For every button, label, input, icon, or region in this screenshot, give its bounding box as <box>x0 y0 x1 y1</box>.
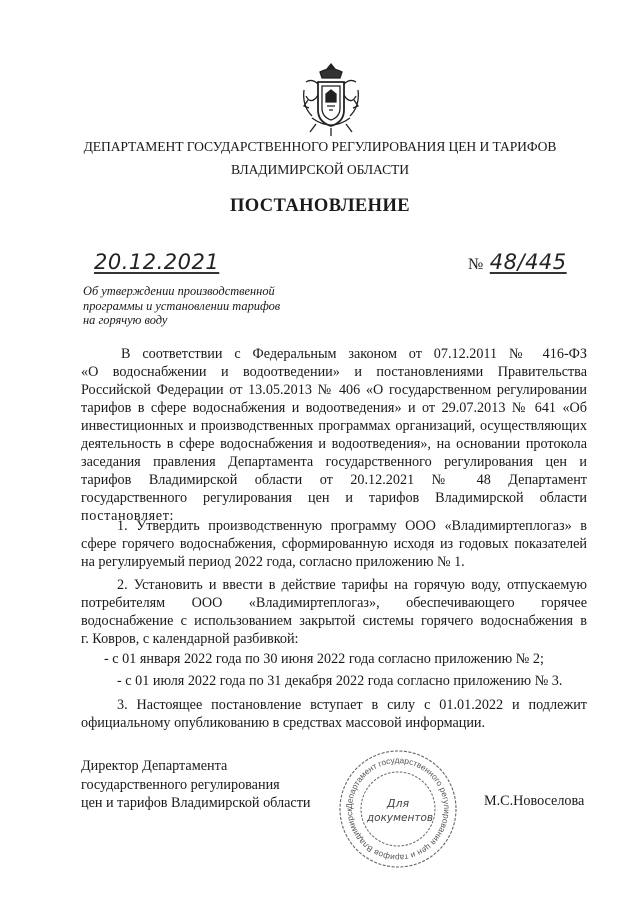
stamp-ring-text: Департамент государственного регулирования цен и тарифов Владимирск <box>343 754 453 864</box>
item1-line: 1. Утвердить производственную программу ООО «Владимиртеплогаз» в <box>117 518 587 534</box>
item2-line: потребителям ООО «Владимиртеплогаз», обеспечивающего горячее <box>81 595 587 611</box>
official-stamp <box>336 747 460 871</box>
preamble-line: государственного регулирования цен и тарифов Владимирской области <box>81 490 587 506</box>
number-value: 48/445 <box>489 250 567 274</box>
signatory-title-line: цен и тарифов Владимирской области <box>81 795 311 811</box>
department-name-line2: ВЛАДИМИРСКОЙ ОБЛАСТИ <box>231 162 409 177</box>
item2-line: 2. Установить и ввести в действие тарифы на горячую воду, отпускаемую <box>117 577 587 593</box>
subject-line: Об утверждении производственной <box>83 284 275 298</box>
item3-line: официальному опубликованию в средствах массовой информации. <box>81 715 486 731</box>
preamble-line: заседания правления Департамента государственного регулирования цен и <box>81 454 587 470</box>
preamble-line: тарифов в сфере водоснабжения и водоотведения» и от 29.07.2013 № 641 «Об <box>81 400 587 416</box>
stamp-center-line1: Для <box>386 797 410 810</box>
department-name-line1: ДЕПАРТАМЕНТ ГОСУДАРСТВЕННОГО РЕГУЛИРОВАНИЯ ЦЕН И ТАРИФОВ <box>83 139 557 154</box>
preamble-line: «О водоснабжении и водоотведении» и постановлениями Правительства <box>81 364 587 380</box>
subject-line: на горячую воду <box>83 313 168 328</box>
preamble-line: тарифов Владимирской области от 20.12.2021 № 48 Департамент <box>81 472 587 488</box>
coat-of-arms-icon <box>298 60 364 140</box>
preamble-line: деятельность в сфере водоснабжения и водоотведения», на основании протокола <box>81 436 587 452</box>
preamble-line: инвестиционных и производственных программах организаций, осуществляющих <box>81 418 587 434</box>
signatory-title-line: Директор Департамента <box>81 758 228 774</box>
document-title: ПОСТАНОВЛЕНИЕ <box>229 196 410 216</box>
document-date: 20.12.2021 <box>94 250 220 274</box>
item1-line: сфере горячего водоснабжения, сформированную исходя из годовых показателей <box>81 536 587 552</box>
signatory-name: М.С.Новоселова <box>484 793 585 809</box>
number-label: № <box>468 256 484 273</box>
item1-line: на регулируемый период 2022 года, согласно приложению № 1. <box>81 554 465 570</box>
preamble-line: постановляет: <box>81 508 175 524</box>
tariff-period-item: - с 01 июля 2022 года по 31 декабря 2022 года согласно приложению № 3. <box>117 673 563 689</box>
document-number <box>468 250 567 274</box>
signatory-title-line: государственного регулирования <box>81 776 280 793</box>
subject-line: программы и установлении тарифов <box>83 298 281 313</box>
preamble-line: В соответствии с Федеральным законом от 07.12.2011 № 416-ФЗ <box>121 346 587 362</box>
item3-line: 3. Настоящее постановление вступает в силу с 01.01.2022 и подлежит <box>117 697 587 713</box>
stamp-center-line2: документов <box>366 812 434 824</box>
item2-line: водоснабжение с использованием закрытой системы горячего водоснабжения в <box>81 613 587 629</box>
document-subject <box>83 284 313 328</box>
preamble-line: Российской Федерации от 13.05.2013 № 406 «О государственном регулировании <box>81 382 587 398</box>
item2-line: г. Ковров, с календарной разбивкой: <box>81 631 299 647</box>
signatory-title <box>81 757 311 813</box>
tariff-period-item: - с 01 января 2022 года по 30 июня 2022 года согласно приложению № 2; <box>104 651 544 667</box>
